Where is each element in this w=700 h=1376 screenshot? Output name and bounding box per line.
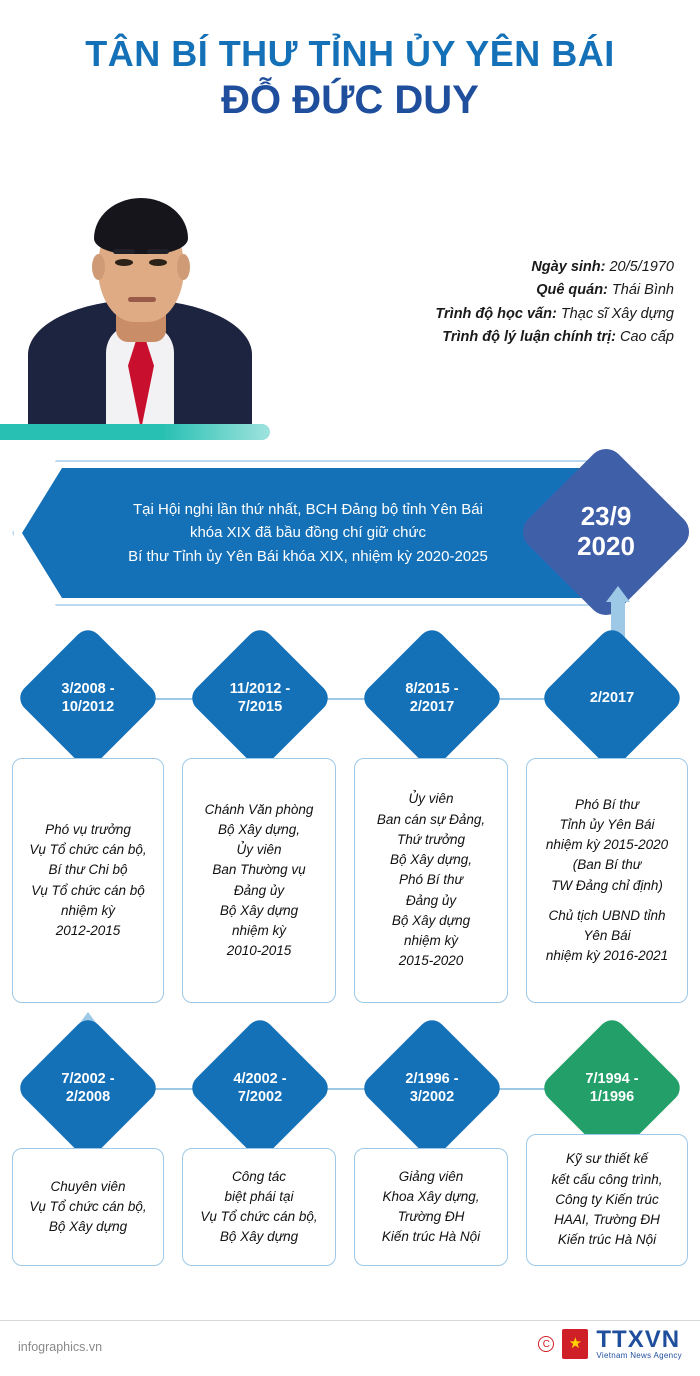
period-label-2-line2: 7/2015 [237,699,283,715]
profile-row-education [274,303,674,326]
card-6-line-4: Bộ Xây dựng [219,1229,299,1245]
timeline [0,640,700,1248]
period-label-8 [544,1036,680,1140]
card-5-line-3: Bộ Xây dựng [48,1219,128,1235]
card-4-line-4: (Ban Bí thư [572,857,642,873]
card-6-line-2: biệt phái tại [224,1188,294,1204]
banner-line-2: khóa XIX đã bầu đồng chí giữ chức [189,524,427,542]
card-6-line-3: Vụ Tổ chức cán bộ, [200,1209,318,1224]
profile-value-birth: 20/5/1970 [609,259,674,275]
card-2-line-1: Chánh Văn phòng [204,801,314,817]
date-day: 23/9 [580,501,632,532]
profile-label-hometown: Quê quán: [536,282,608,299]
card-6-line-1: Công tác [231,1168,287,1184]
page-title [0,0,700,122]
period-label-5 [20,1036,156,1140]
period-label-6 [192,1036,328,1140]
card-7-line-1: Giảng viên [398,1168,464,1184]
period-label-7-line1: 2/1996 - [405,1070,459,1087]
card-4-line-1: Phó Bí thư [574,796,640,812]
card-4-line-5: TW Đảng chỉ định) [551,877,663,893]
profile-label-political: Trình độ lý luận chính trị: [442,329,616,346]
card-1-line-4: Vụ Tổ chức cán bộ [31,882,145,898]
card-3-line-1: Ủy viên [408,791,454,807]
banner-text [68,468,548,598]
timeline-row-1-periods [0,640,700,760]
card-3-line-7: Bộ Xây dựng [391,912,471,928]
banner-line-1: Tại Hội nghị lần thứ nhất, BCH Đảng bộ tỉnh Yên Bái [133,501,483,519]
footer-divider [0,1320,700,1321]
timeline-card-6 [182,1148,336,1266]
eye-left-shape [115,259,133,266]
card-8-line-5: Kiến trúc Hà Nội [557,1232,657,1248]
profile-value-hometown: Thái Bình [611,282,674,299]
card-3-line-3: Thứ trưởng [396,831,466,847]
copyright-icon: C [538,1336,554,1352]
period-label-3-line2: 2/2017 [409,699,455,715]
card-8-line-1: Kỹ sư thiết kế [565,1151,649,1167]
card-4-line-8: nhiệm kỳ 2016-2021 [545,948,669,964]
mouth-shape [128,297,156,302]
period-label-7 [364,1036,500,1140]
card-2-line-6: Bộ Xây dựng [219,902,299,918]
profile-label-birth: Ngày sinh: [531,259,606,275]
profile-row-hometown [274,279,674,302]
profile-row-birth [274,256,674,279]
period-label-6-line2: 7/2002 [237,1089,283,1105]
profile-info [274,256,674,350]
period-label-3-line1: 8/2015 - [405,680,459,697]
card-2-line-3: Ủy viên [236,842,282,857]
period-label-5-line2: 2/2008 [65,1089,111,1105]
period-label-1-line2: 10/2012 [61,699,115,715]
ear-left-shape [92,254,105,280]
period-label-5-line1: 7/2002 - [61,1070,115,1087]
period-label-1 [20,646,156,750]
eyebrow-left-shape [113,249,135,254]
card-4-line-6: Chủ tịch UBND tỉnh [548,907,666,923]
portrait-photo [20,130,260,430]
card-3-line-4: Bộ Xây dựng, [389,852,473,868]
period-label-4 [544,646,680,750]
period-label-7-line2: 3/2002 [409,1089,455,1105]
card-3-line-9: 2015-2020 [398,953,464,969]
profile-label-education: Trình độ học vấn: [435,305,557,322]
profile-row-political [274,326,674,349]
footer-credit: infographics.vn [18,1340,103,1354]
timeline-card-2 [182,758,336,1003]
period-label-8-line2: 1/1996 [589,1089,635,1105]
card-7-line-4: Kiến trúc Hà Nội [381,1229,481,1245]
timeline-card-8 [526,1134,688,1266]
timeline-card-7 [354,1148,508,1266]
card-1-line-2: Vụ Tổ chức cán bộ, [29,842,147,857]
card-4-line-3: nhiệm kỳ 2015-2020 [545,837,669,852]
period-label-6-line1: 4/2002 - [233,1070,287,1087]
card-2-line-5: Đảng ủy [233,882,285,898]
period-label-3 [364,646,500,750]
agency-logo [538,1328,682,1360]
card-5-line-1: Chuyên viên [50,1178,126,1194]
card-3-line-6: Đảng ủy [405,892,457,908]
card-3-line-5: Phó Bí thư [398,872,464,888]
teal-accent-bar [0,424,270,440]
agency-subtitle: Vietnam News Agency [596,1351,682,1360]
agency-name: TTXVN [596,1326,681,1353]
card-1-line-5: nhiệm kỳ [60,902,116,918]
timeline-card-5 [12,1148,164,1266]
card-4-line-7: Yên Bái [583,928,631,943]
period-label-2-line1: 11/2012 - [229,680,291,697]
footer [0,1320,700,1376]
card-8-line-3: Công ty Kiến trúc [555,1191,659,1207]
profile-value-education: Thạc sĩ Xây dựng [560,305,674,322]
card-1-line-3: Bí thư Chi bộ [48,862,128,878]
card-3-line-8: nhiệm kỳ [403,933,459,949]
card-7-line-3: Trường ĐH [397,1209,465,1224]
date-year: 2020 [577,531,635,561]
eye-right-shape [149,259,167,266]
portrait-illustration [20,130,260,430]
headline-banner [22,468,635,598]
vietnam-flag-icon [562,1329,588,1359]
timeline-card-3 [354,758,508,1003]
card-2-line-4: Ban Thường vụ [212,862,306,878]
card-4-line-2: Tỉnh ủy Yên Bái [559,816,655,832]
title-line-2: ĐỖ ĐỨC DUY [221,78,479,123]
card-1-line-6: 2012-2015 [55,923,121,938]
period-label-2 [192,646,328,750]
period-label-4-line1: 2/2017 [589,689,635,706]
period-label-1-line1: 3/2008 - [61,680,115,697]
card-2-line-7: nhiệm kỳ [231,923,287,938]
timeline-card-1 [12,758,164,1003]
title-line-1: TÂN BÍ THƯ TỈNH ỦY YÊN BÁI [85,33,615,74]
card-8-line-4: HAAI, Trường ĐH [554,1212,660,1228]
timeline-arrow-head-top [606,586,630,602]
card-1-line-1: Phó vụ trưởng [45,821,131,837]
card-8-line-2: kết cấu công trình, [551,1171,663,1187]
agency-wordmark [596,1328,682,1360]
card-5-line-2: Vụ Tổ chức cán bộ, [29,1198,147,1214]
card-2-line-2: Bộ Xây dựng, [217,821,301,837]
card-3-line-2: Ban cán sự Đảng, [376,811,486,827]
card-7-line-2: Khoa Xây dựng, [382,1188,480,1204]
profile-value-political: Cao cấp [619,329,674,346]
timeline-card-4 [526,758,688,1003]
date-badge [542,468,670,596]
card-2-line-8: 2010-2015 [226,943,292,959]
eyebrow-right-shape [147,249,169,254]
ear-right-shape [177,254,190,280]
banner-line-3: Bí thư Tỉnh ủy Yên Bái khóa XIX, nhiệm kỳ 2020-2025 [128,547,488,565]
period-label-8-line1: 7/1994 - [585,1070,639,1087]
